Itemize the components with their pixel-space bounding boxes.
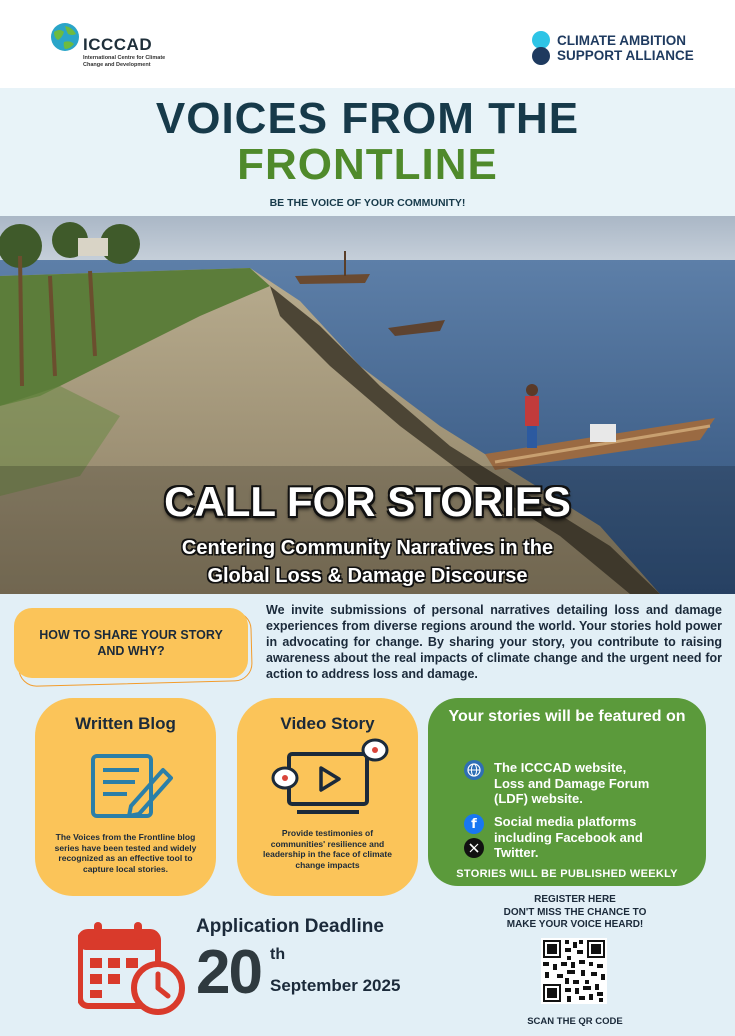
- tagline: BE THE VOICE OF YOUR COMMUNITY!: [269, 197, 466, 209]
- weekly-publishing-note: STORIES WILL BE PUBLISHED WEEKLY: [456, 868, 678, 880]
- details-section: [0, 594, 735, 1036]
- deadline-month-year: September 2025: [270, 976, 401, 995]
- featured-social-line-2: including Facebook and: [494, 829, 643, 845]
- register-prompt: [470, 894, 680, 932]
- subheading-line-2: Global Loss & Damage Discourse: [207, 565, 528, 587]
- written-blog-title: Written Blog: [75, 714, 176, 733]
- icccad-logo: [50, 22, 170, 78]
- intro-paragraph: We invite submissions of personal narratives detailing loss and damage experiences from diverse regions around the world. Your stories hold power in advocating for change. By sharing your story, you contribute to raising awareness about the real impacts of climate change and the urgent need for action to address loss and damage.: [266, 603, 722, 681]
- video-story-description: Provide testimonies of communities' resilience and leadership in the face of climate change impacts: [263, 828, 392, 870]
- video-chat-icon: [271, 738, 391, 820]
- video-story-card: [237, 698, 418, 896]
- written-blog-card: [35, 698, 216, 896]
- register-line-3: MAKE YOUR VOICE HEARD!: [506, 919, 644, 930]
- featured-websites-line-1: The ICCCAD website,: [494, 760, 627, 775]
- how-to-share-box: [14, 608, 252, 686]
- document-pen-icon: [87, 752, 173, 822]
- deadline-label: Application Deadline: [196, 916, 384, 937]
- header: [0, 0, 735, 88]
- hero-photo: [0, 216, 735, 594]
- icccad-name: ICCCAD: [83, 35, 153, 54]
- featured-social-line-1: Social media platforms: [494, 814, 637, 829]
- featured-item-x: [464, 838, 484, 858]
- deadline-day-suffix: th: [270, 946, 286, 963]
- web-icon: [464, 760, 484, 780]
- casa-line-1: CLIMATE AMBITION: [557, 33, 686, 48]
- globe-logo-icon: [50, 22, 80, 52]
- call-for-stories-subheading: [0, 534, 735, 590]
- featured-on-title: Your stories will be featured on: [448, 708, 686, 725]
- featured-on-panel: [428, 698, 706, 886]
- casa-line-2: SUPPORT ALLIANCE: [557, 48, 694, 63]
- casa-logo: [531, 30, 711, 66]
- featured-social-line-3: Twitter.: [494, 845, 539, 860]
- title-line-1: VOICES FROM THE: [155, 94, 580, 143]
- scan-qr-label: SCAN THE QR CODE: [527, 1016, 623, 1027]
- icccad-subtitle: International Centre for Climate Change and Development: [83, 55, 166, 68]
- casa-name: [557, 33, 694, 63]
- calendar-clock-icon: [78, 920, 188, 1016]
- qr-code-icon[interactable]: [541, 938, 607, 1004]
- casa-mark-icon: [531, 31, 551, 65]
- featured-websites-line-3: (LDF) website.: [494, 791, 583, 806]
- facebook-icon: f: [464, 814, 484, 834]
- title-line-2: FRONTLINE: [237, 140, 498, 189]
- how-to-share-label: HOW TO SHARE YOUR STORY AND WHY?: [39, 628, 223, 658]
- written-blog-description: The Voices from the Frontline blog series have been tested and widely recognized as an effective tool to capture local stories.: [54, 832, 197, 874]
- featured-item-websites: [464, 760, 649, 807]
- x-icon: [464, 838, 484, 858]
- how-box: [14, 608, 248, 678]
- subheading-line-1: Centering Community Narratives in the: [181, 537, 554, 559]
- video-story-title: Video Story: [280, 714, 375, 733]
- register-line-2: DON'T MISS THE CHANCE TO: [503, 906, 647, 918]
- featured-item-social: [464, 814, 643, 861]
- featured-websites-line-2: Loss and Damage Forum: [494, 775, 650, 791]
- call-for-stories-heading: CALL FOR STORIES: [164, 478, 571, 525]
- title-band: [0, 88, 735, 216]
- register-line-1: REGISTER HERE: [534, 894, 616, 905]
- featured-websites-text: [494, 760, 649, 807]
- deadline-day: 20: [196, 938, 261, 1007]
- featured-social-text: [494, 814, 643, 861]
